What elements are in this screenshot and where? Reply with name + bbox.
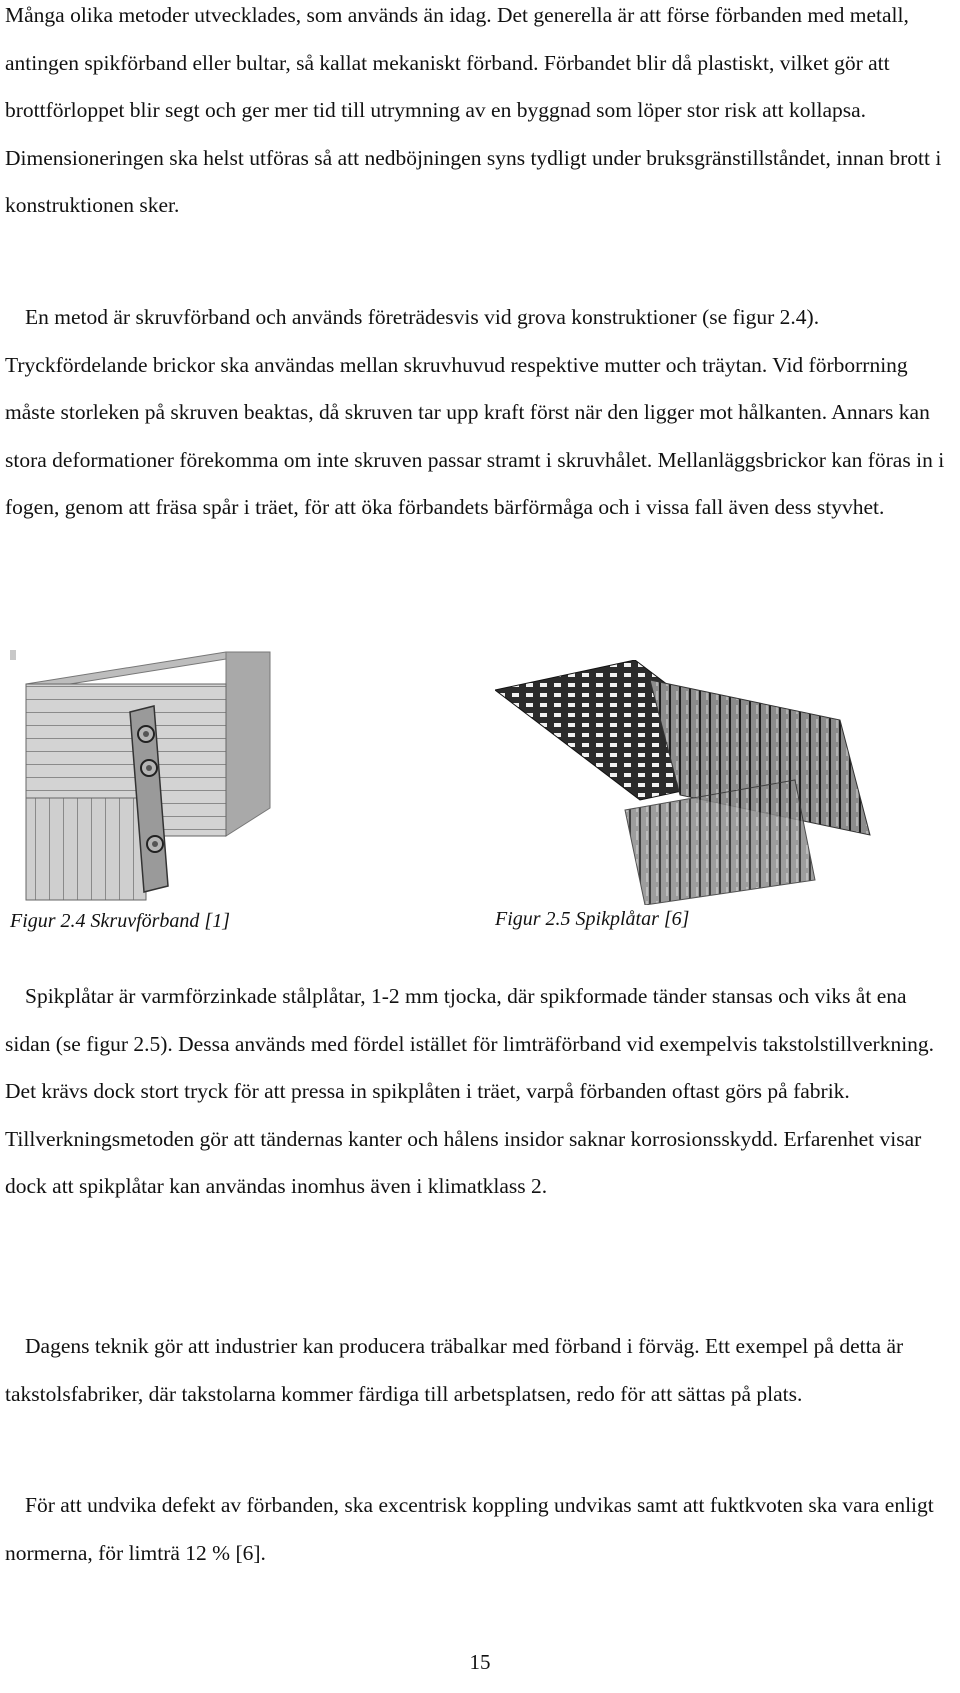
paragraph-nail-plates: Spikplåtar är varmförzinkade stålplåtar, 1-2 mm tjocka, där spikformade tänder stansas och viks åt ena sidan (se figur 2.5). Dessa används med fördel istället för limträförband vid exempelvis takstolstillverkning. Det krävs dock stort tryck för att pressa in spikplåten i träet, varpå förbanden oftast görs på fabrik. Tillverkningsmetoden gör att tändernas kanter och hålens insidor saknar korrosionsskydd. Erfarenhet visar dock att spikplåtar kan användas inomhus även i klimatklass 2.	[5, 984, 935, 1198]
paragraph-mechanical-joints: Många olika metoder utvecklades, som används än idag. Det generella är att förse förbanden med metall, antingen spikförband eller bultar, så kallat mekaniskt förband. Förbandet blir då plastiskt, vilket gör att brottförloppet blir segt och ger mer tid till utrymning av en byggnad som löper stor risk att kollapsa. Dimensioneringen ska helst utföras så att nedböjningen syns tydligt under bruksgränstillståndet, innan brott i konstruktionen sker.	[5, 3, 942, 217]
figure-nail-plates-image	[495, 660, 880, 905]
page-number: 15	[469, 1650, 491, 1674]
figure-caption-bolted-joint: Figur 2.4 Skruvförband [1]	[10, 910, 230, 932]
bolted-joint-drawing	[8, 648, 278, 906]
paragraph-prefabrication: Dagens teknik gör att industrier kan producera träbalkar med förband i förväg. Ett exempel på detta är takstolsfabriker, där takstolarna kommer färdiga till arbetsplatsen, redo för att sättas på plats.	[5, 1334, 904, 1406]
nail-plates-drawing	[495, 660, 880, 905]
figure-bolted-joint-image	[8, 648, 278, 906]
paragraph-moisture-content: För att undvika defekt av förbanden, ska excentrisk koppling undvikas samt att fuktkvoten ska vara enligt normerna, för limträ 12 % [6].	[5, 1493, 934, 1565]
paragraph-bolted-joints: En metod är skruvförband och används företrädesvis vid grova konstruktioner (se figur 2.4). Tryckfördelande brickor ska användas mellan skruvhuvud respektive mutter och träytan. Vid förborrning måste storleken på skruven beaktas, då skruven tar upp kraft först när den ligger mot hålkanten. Annars kan stora deformationer förekomma om inte skruven passar stramt i skruvhålet. Mellanläggsbrickor kan föras in i fogen, genom att fräsa spår i träet, för att öka förbandets bärförmåga och i vissa fall även dess styvhet.	[5, 305, 945, 519]
figure-caption-nail-plates: Figur 2.5 Spikplåtar [6]	[495, 908, 690, 930]
